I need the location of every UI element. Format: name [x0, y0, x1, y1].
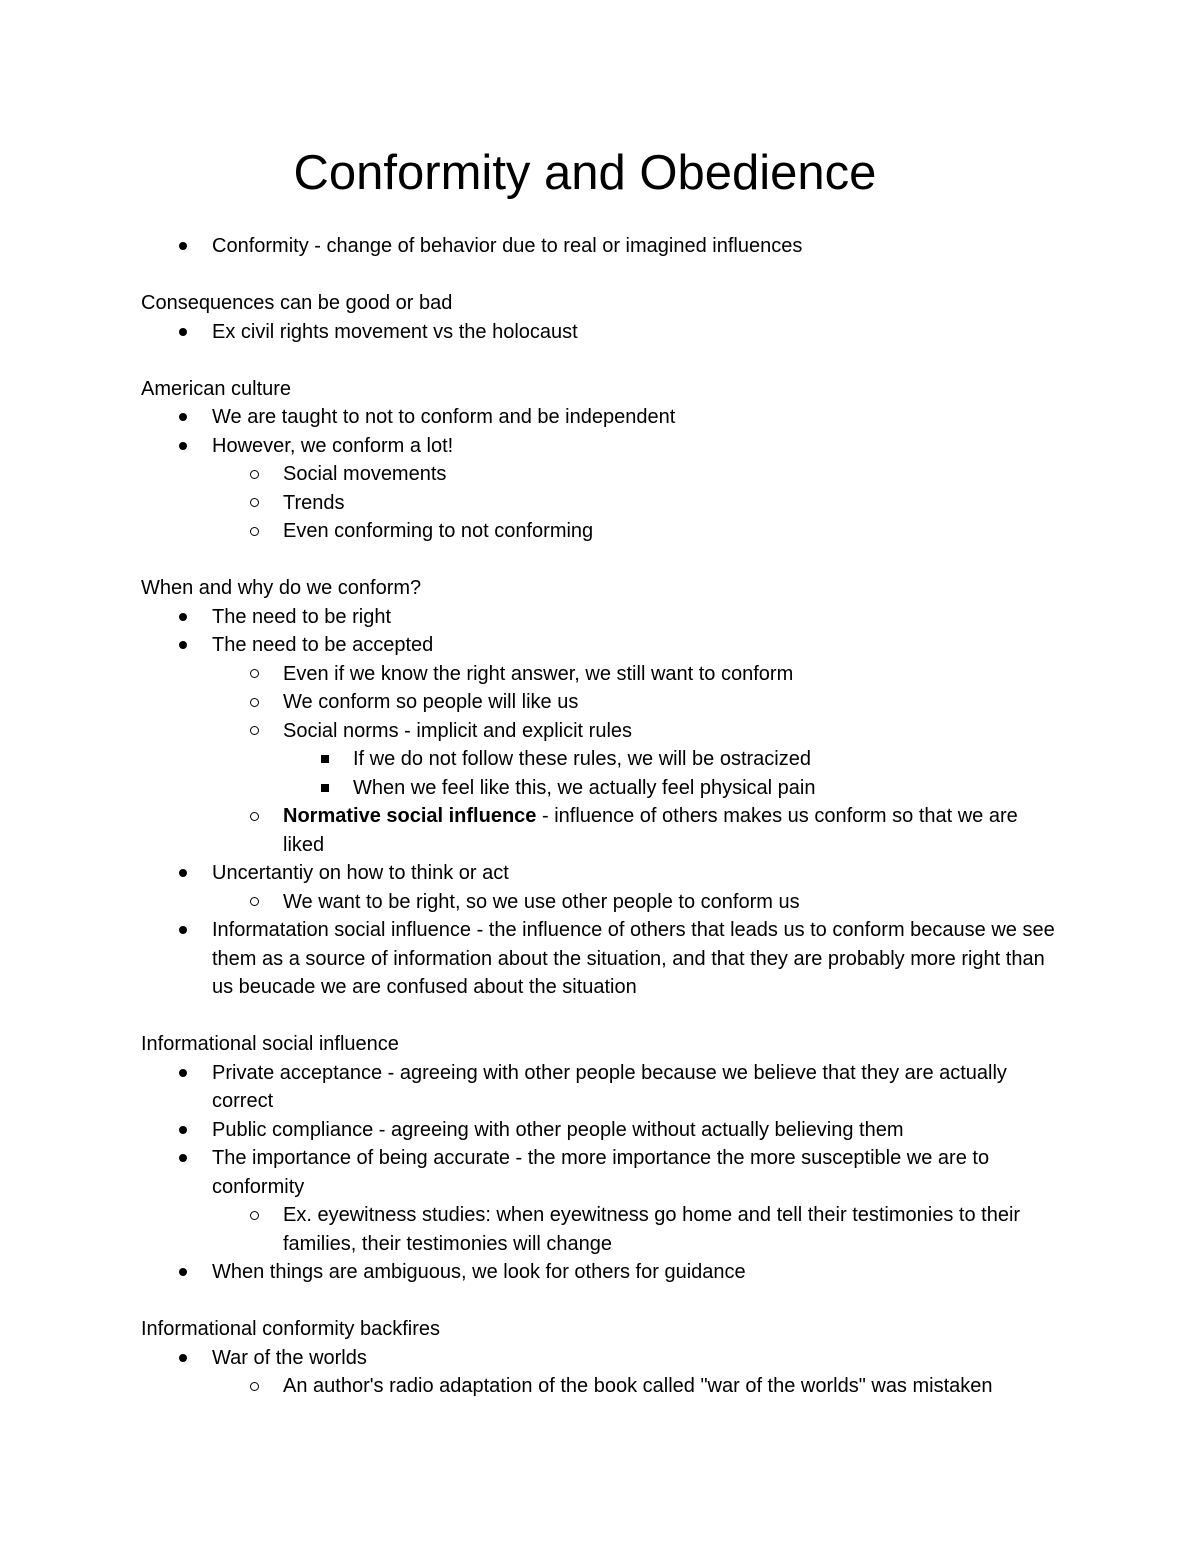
- list-subitem: Ex. eyewitness studies: when eyewitness go home and tell their testimonies to their families, their testimonies will change: [141, 1201, 1061, 1258]
- list-item: We are taught to not to conform and be independent: [141, 403, 1061, 432]
- bullet-circle-icon: [248, 1372, 260, 1401]
- bullet-disc-icon: [177, 631, 189, 660]
- list-item: Private acceptance - agreeing with other people because we believe that they are actually correct: [141, 1059, 1061, 1116]
- list-item: When things are ambiguous, we look for others for guidance: [141, 1258, 1061, 1287]
- bullet-disc-icon: [177, 1116, 189, 1145]
- list-item: Conformity - change of behavior due to real or imagined influences: [141, 232, 1061, 261]
- section-heading: When and why do we conform?: [141, 577, 422, 599]
- bullet-circle-icon: [248, 1201, 260, 1230]
- bullet-disc-icon: [177, 403, 189, 432]
- bullet-disc-icon: [177, 1258, 189, 1287]
- list-subitem: An author's radio adaptation of the book called "war of the worlds" was mistaken: [141, 1372, 1061, 1401]
- list-item: Informatation social influence - the influence of others that leads us to conform because we see them as a source of information about the situation, and that they are probably more right than us beucade we are confused about the situation: [141, 916, 1061, 1002]
- bullet-disc-icon: [177, 1344, 189, 1373]
- bullet-square-icon: [319, 774, 331, 803]
- list-item: Ex civil rights movement vs the holocaust: [141, 318, 1061, 347]
- list-subsubitem: If we do not follow these rules, we will be ostracized: [141, 745, 1061, 774]
- list-item: The importance of being accurate - the more importance the more susceptible we are to conformity: [141, 1144, 1061, 1201]
- bullet-circle-icon: [248, 888, 260, 917]
- list-item: The need to be accepted: [141, 631, 1061, 660]
- bullet-disc-icon: [177, 1059, 189, 1088]
- list-subsubitem: When we feel like this, we actually feel physical pain: [141, 774, 1061, 803]
- list-subitem: Social movements: [141, 460, 1061, 489]
- list-subitem: Trends: [141, 489, 1061, 518]
- bullet-circle-icon: [248, 802, 260, 831]
- bullet-circle-icon: [248, 489, 260, 518]
- bullet-circle-icon: [248, 517, 260, 546]
- list-item: War of the worlds: [141, 1344, 1061, 1373]
- list-item: However, we conform a lot!: [141, 432, 1061, 461]
- bullet-disc-icon: [177, 1144, 189, 1173]
- bullet-circle-icon: [248, 688, 260, 717]
- bullet-disc-icon: [177, 859, 189, 888]
- list-item: Public compliance - agreeing with other people without actually believing them: [141, 1116, 1061, 1145]
- bullet-disc-icon: [177, 603, 189, 632]
- bullet-disc-icon: [177, 432, 189, 461]
- document-body: [141, 232, 1061, 1401]
- list-item: Uncertantiy on how to think or act: [141, 859, 1061, 888]
- list-subitem: We want to be right, so we use other people to conform us: [141, 888, 1061, 917]
- section-heading: American culture: [141, 377, 292, 400]
- list-subitem: Even conforming to not conforming: [141, 517, 1061, 546]
- list-subitem: Even if we know the right answer, we still want to conform: [141, 660, 1061, 689]
- section-heading: Informational conformity backfires: [141, 1318, 441, 1340]
- bullet-disc-icon: [177, 318, 189, 347]
- bullet-disc-icon: [177, 916, 189, 945]
- key-term: Normative social influence: [283, 805, 537, 827]
- bullet-circle-icon: [248, 460, 260, 489]
- list-item: The need to be right: [141, 603, 1061, 632]
- document-title: Conformity and Obedience: [293, 146, 877, 200]
- bullet-circle-icon: [248, 717, 260, 746]
- list-subitem: Normative social influence - influence of others makes us conform so that we are liked: [141, 802, 1061, 859]
- section-heading: Informational social influence: [141, 1033, 399, 1055]
- bullet-circle-icon: [248, 660, 260, 689]
- section-heading: Consequences can be good or bad: [141, 292, 453, 314]
- list-subitem: Social norms - implicit and explicit rules: [141, 717, 1061, 746]
- bullet-square-icon: [319, 745, 331, 774]
- bullet-disc-icon: [177, 232, 189, 261]
- list-subitem: We conform so people will like us: [141, 688, 1061, 717]
